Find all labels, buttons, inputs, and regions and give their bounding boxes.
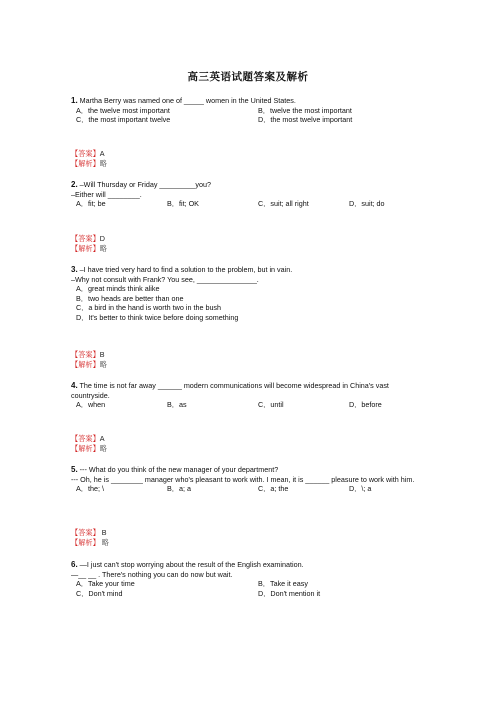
- option-c: C．suit; all right: [258, 199, 309, 209]
- answer-tag: 【答案】: [71, 234, 100, 243]
- answer-value: B: [99, 528, 107, 537]
- question-stem: [71, 381, 429, 400]
- option-d: D．Don't mention it: [258, 588, 321, 598]
- option-d: D．before: [349, 400, 382, 410]
- question-6: [71, 560, 429, 598]
- option-a: A．when: [76, 400, 106, 410]
- option-a: A．the; \: [76, 484, 104, 494]
- stem-line: --- What do you think of the new manager of your department?: [77, 465, 279, 474]
- option-c: C．the most important twelve: [76, 115, 171, 125]
- explain-tag: 【解析】: [71, 243, 100, 253]
- question-stem: [71, 265, 429, 275]
- question-stem: [71, 96, 429, 106]
- stem-line: –Will Thursday or Friday _________you?: [77, 180, 211, 189]
- answer-block-5: [71, 528, 109, 547]
- answer-tag: 【答案】: [71, 350, 100, 359]
- explain-value: 略: [99, 537, 109, 547]
- question-4: [71, 381, 429, 410]
- option-d: D．\; a: [349, 484, 372, 494]
- option-b: B．as: [167, 400, 187, 410]
- answer-block-2: [71, 234, 107, 253]
- question-number: 4.: [71, 381, 78, 390]
- explain-value: 略: [99, 443, 107, 453]
- option-c: C．a; the: [258, 484, 289, 494]
- question-stem: [71, 560, 429, 570]
- option-c: C．a bird in the hand is worth two in the bush: [76, 303, 222, 313]
- explain-value: 略: [99, 359, 107, 369]
- explain-tag: 【解析】: [71, 537, 100, 547]
- answer-value: A: [99, 149, 105, 158]
- stem-line: –Either will ________.: [71, 189, 142, 199]
- answer-tag: 【答案】: [71, 434, 100, 443]
- option-b: B．Take it easy: [258, 579, 308, 589]
- question-stem: [71, 180, 429, 190]
- stem-line: The time is not far away ______ modern communications will become widespread in China's vast countryside.: [71, 381, 389, 400]
- question-number: 5.: [71, 465, 78, 474]
- stem-line: --- Oh, he is ________ manager who's pleasant to work with. I mean, it is ______ pleasure to work with him.: [71, 474, 415, 484]
- option-a: A．great minds think alike: [76, 284, 160, 294]
- option-d: D．It's better to think twice before doing something: [76, 312, 239, 322]
- question-stem: [71, 465, 429, 475]
- answer-value: B: [99, 350, 105, 359]
- option-a: A．fit; be: [76, 199, 106, 209]
- explain-tag: 【解析】: [71, 443, 100, 453]
- question-1: [71, 96, 429, 125]
- stem-line: –Why not consult with Frank? You see, _______________.: [71, 274, 259, 284]
- option-c: C．Don't mind: [76, 588, 123, 598]
- page-title: 高三英语试题答案及解析: [187, 71, 309, 83]
- answer-block-4: [71, 434, 107, 453]
- explain-tag: 【解析】: [71, 158, 100, 168]
- option-b: B．fit; OK: [167, 199, 199, 209]
- option-d: D．the most twelve important: [258, 115, 353, 125]
- options: [76, 284, 429, 322]
- options: [76, 400, 429, 410]
- option-d: D．suit; do: [349, 199, 385, 209]
- option-b: B．twelve the most important: [258, 105, 352, 115]
- answer-tag: 【答案】: [71, 149, 100, 158]
- stem-line: –I have tried very hard to find a solution to the problem, but in vain.: [77, 265, 293, 274]
- answer-block-3: [71, 350, 107, 369]
- stem-line: Martha Berry was named one of _____ women in the United States.: [77, 96, 296, 105]
- answer-block-1: [71, 149, 107, 168]
- question-number: 3.: [71, 265, 78, 274]
- option-a: A．the twelve most important: [76, 105, 170, 115]
- options: [76, 199, 429, 209]
- question-number: 2.: [71, 180, 78, 189]
- answer-value: A: [99, 434, 105, 443]
- explain-value: 略: [99, 158, 107, 168]
- option-c: C．until: [258, 400, 284, 410]
- answer-value: D: [99, 234, 105, 243]
- option-a: A．Take your time: [76, 579, 135, 589]
- option-b: B．two heads are better than one: [76, 293, 184, 303]
- options: [76, 579, 429, 598]
- question-number: 1.: [71, 96, 78, 105]
- stem-line: —I just can't stop worrying about the result of the English examination.: [77, 560, 304, 569]
- answer-tag: 【答案】: [71, 528, 100, 537]
- question-3: [71, 265, 429, 323]
- explain-value: 略: [99, 243, 107, 253]
- question-5: [71, 465, 429, 494]
- options: [76, 106, 429, 125]
- question-2: [71, 180, 429, 209]
- options: [76, 484, 429, 494]
- option-b: B．a; a: [167, 484, 191, 494]
- question-number: 6.: [71, 560, 78, 569]
- stem-line: —__ __ . There's nothing you can do now but wait.: [71, 569, 233, 579]
- explain-tag: 【解析】: [71, 359, 100, 369]
